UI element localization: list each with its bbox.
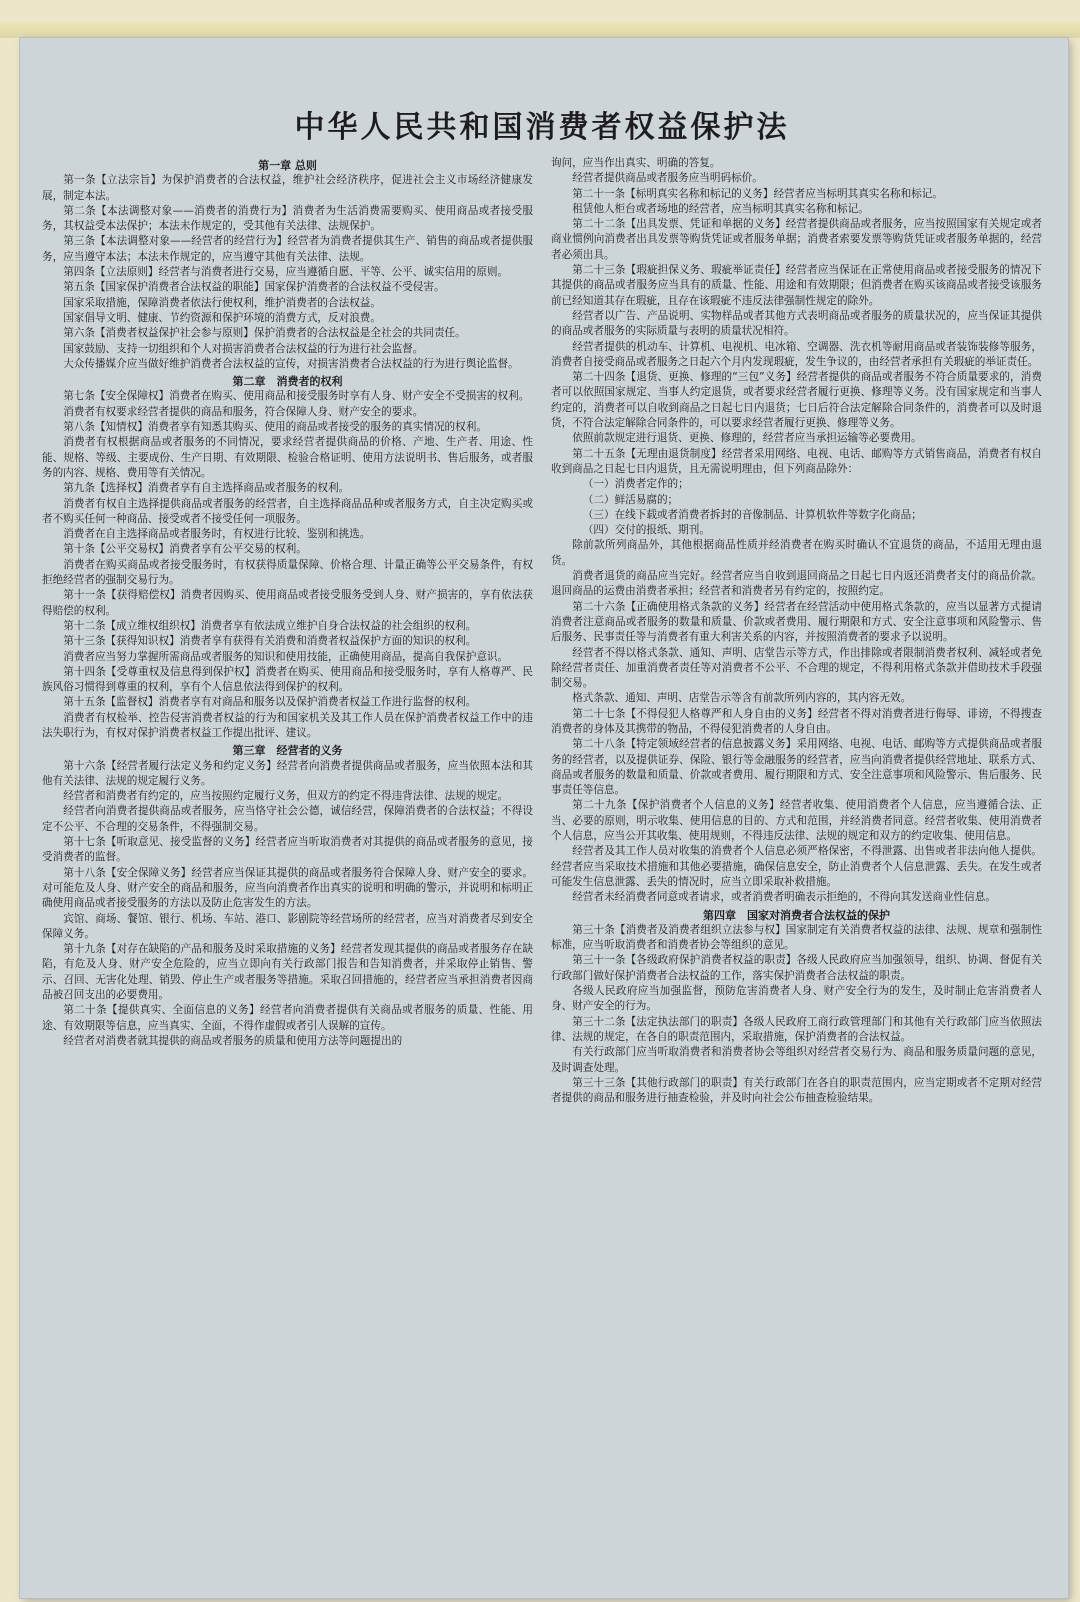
article-paragraph: 第三十一条【各级政府保护消费者权益的职责】各级人民政府应当加强领导，组织、协调、督促有关行政部门做好保护消费者合法权益的工作，落实保护消费者合法权益的职责。 [551,954,1042,982]
article-paragraph: 第十三条【获得知识权】消费者享有获得有关消费和消费者权益保护方面的知识的权利。 [63,635,477,648]
article-paragraph: 第三条【本法调整对象——经营者的经营行为】经营者为消费者提供其生产、销售的商品或者提供服务，应当遵守本法；本法未作规定的，应当遵守其他有关法律、法规。 [42,235,533,263]
article-paragraph: 经营者未经消费者同意或者请求，或者消费者明确表示拒绝的，不得向其发送商业性信息。 [572,891,996,904]
article-paragraph: 第十条【公平交易权】消费者享有公平交易的权利。 [63,543,307,556]
article-paragraph: 第十一条【获得赔偿权】消费者因购买、使用商品或者接受服务受到人身、财产损害的，享有依法获得赔偿的权利。 [42,589,533,617]
article-paragraph: 第六条【消费者权益保护社会参与原则】保护消费者的合法权益是全社会的共同责任。 [63,327,466,340]
article-paragraph: 依照前款规定进行退货、更换、修理的，经营者应当承担运输等必要费用。 [572,432,922,445]
article-paragraph: 经营者和消费者有约定的，应当按照约定履行义务，但双方的约定不得违背法律、法规的规定。 [63,790,509,803]
article-paragraph: 国家倡导文明、健康、节约资源和保护环境的消费方式，反对浪费。 [63,311,381,324]
article-paragraph: 消费者在自主选择商品或者服务时，有权进行比较、鉴别和挑选。 [63,528,371,541]
article-paragraph: 第三十三条【其他行政部门的职责】有关行政部门在各自的职责范围内，应当定期或者不定期对经营者提供的商品和服务进行抽查检验，并及时向社会公布抽查检验结果。 [551,1076,1042,1105]
chapter-heading: 第四章 国家对消费者合法权益的保护 [703,908,890,922]
list-item: （四）交付的报纸、期刊。 [582,524,710,537]
document-title: 中华人民共和国消费者权益保护法 [294,110,790,145]
article-paragraph: 第二十四条【退货、更换、修理的“三包”义务】经营者提供的商品或者服务不符合质量要求的，消费者可以依照国家规定、当事人约定退货，或者要求经营者履行更换、修理等义务。没有国家规定和当事人约定的，消费者可以自收到商品之日起七日内退货；七日后符合法定解除合同条件的，消费者可以及时退货，不符合法定解除合同条件的，可以要求经营者履行更换、修理等义务。 [551,371,1042,430]
article-paragraph: 国家鼓励、支持一切组织和个人对损害消费者合法权益的行为进行社会监督。 [63,342,424,355]
article-paragraph: 消费者有权检举、控告侵害消费者权益的行为和国家机关及其工作人员在保护消费者权益工作中的违法失职行为，有权对保护消费者权益工作提出批评、建议。 [42,711,533,739]
article-paragraph: 第二十一条【标明真实名称和标记的义务】经营者应当标明其真实名称和标记。 [572,187,943,200]
article-paragraph: 第二十五条【无理由退货制度】经营者采用网络、电视、电话、邮购等方式销售商品，消费者有权自收到商品之日起七日内退货，且无需说明理由，但下列商品除外： [551,447,1042,475]
list-item: （一）消费者定作的； [582,478,689,491]
article-paragraph: 第二条【本法调整对象——消费者的消费行为】消费者为生活消费需要购买、使用商品或者接受服务，其权益受本法保护；本法未作规定的，受其他有关法律、法规保护。 [42,204,533,233]
article-paragraph: 消费者在购买商品或者接受服务时，有权获得质量保障、价格合理、计量正确等公平交易条件，有权拒绝经营者的强制交易行为。 [42,558,533,587]
article-paragraph: 除前款所列商品外，其他根据商品性质并经消费者在购买时确认不宜退货的商品，不适用无理由退货。 [551,539,1042,567]
article-paragraph: 有关行政部门应当听取消费者和消费者协会等组织对经营者交易行为、商品和服务质量问题的意见，及时调查处理。 [551,1046,1042,1074]
article-paragraph: 消费者有权要求经营者提供的商品和服务，符合保障人身、财产安全的要求。 [63,405,424,418]
article-paragraph: 第五条【国家保护消费者合法权益的职能】国家保护消费者的合法权益不受侵害。 [63,281,445,294]
article-paragraph: 第九条【选择权】消费者享有自主选择商品或者服务的权利。 [63,482,350,495]
article-paragraph: 格式条款、通知、声明、店堂告示等含有前款所列内容的，其内容无效。 [572,692,912,705]
article-paragraph: 经营者提供商品或者服务应当明码标价。 [572,172,763,185]
right-column [551,156,1042,1106]
article-paragraph: 宾馆、商场、餐馆、银行、机场、车站、港口、影剧院等经营场所的经营者，应当对消费者尽到安全保障义务。 [42,912,533,940]
article-paragraph: 第三十条【消费者及消费者组织立法参与权】国家制定有关消费者权益的法律、法规、规章和强制性标准，应当听取消费者和消费者协会等组织的意见。 [551,923,1042,952]
article-paragraph: 第二十九条【保护消费者个人信息的义务】经营者收集、使用消费者个人信息，应当遵循合法、正当、必要的原则，明示收集、使用信息的目的、方式和范围，并经消费者同意。经营者收集、使用消费者个人信息，应当公开其收集、使用规则，不得违反法律、法规的规定和双方的约定收集、使用信息。 [551,799,1042,843]
article-paragraph: 第十五条【监督权】消费者享有对商品和服务以及保护消费者权益工作进行监督的权利。 [63,696,477,709]
article-paragraph: 消费者有权根据商品或者服务的不同情况，要求经营者提供商品的价格、产地、生产者、用途、性能、规格、等级、主要成份、生产日期、有效期限、检验合格证明、使用方法说明书、售后服务，或者服务的内容、规格、费用等有关情况。 [42,436,533,479]
article-paragraph: 消费者应当努力掌握所需商品或者服务的知识和使用技能，正确使用商品，提高自我保护意识。 [63,650,509,663]
chapter-heading: 第二章 消费者的权利 [232,375,343,389]
article-paragraph: 经营者对消费者就其提供的商品或者服务的质量和使用方法等问题提出的 [63,1034,403,1047]
article-paragraph: 第七条【安全保障权】消费者在购买、使用商品和接受服务时享有人身、财产安全不受损害的权利。 [63,390,530,403]
law-poster [20,38,1068,1598]
list-item: （二）鲜活易腐的； [582,493,679,506]
article-paragraph: 第二十六条【正确使用格式条款的义务】经营者在经营活动中使用格式条款的，应当以显著方式提请消费者注意商品或者服务的数量和质量、价款或者费用、履行期限和方式、安全注意事项和风险警示、售后服务、民事责任等与消费者有重大利害关系的内容，并按照消费者的要求予以说明。 [551,600,1042,644]
paper-edge-strip [0,22,1080,38]
article-paragraph: 大众传播媒介应当做好维护消费者合法权益的宣传，对损害消费者合法权益的行为进行舆论监督。 [63,357,519,370]
article-paragraph: 消费者退货的商品应当完好。经营者应当自收到退回商品之日起七日内返还消费者支付的商品价款。退回商品的运费由消费者承担；经营者和消费者另有约定的，按照约定。 [551,570,1042,598]
article-paragraph: 第二十条【提供真实、全面信息的义务】经营者向消费者提供有关商品或者服务的质量、性能、用途、有效期限等信息，应当真实、全面，不得作虚假或者引人误解的宣传。 [42,1004,533,1032]
article-paragraph: 租赁他人柜台或者场地的经营者，应当标明其真实名称和标记。 [572,202,869,215]
article-paragraph: 经营者提供的机动车、计算机、电视机、电冰箱、空调器、洗衣机等耐用商品或者装饰装修等服务，消费者自接受商品或者服务之日起六个月内发现瑕疵，发生争议的，由经营者承担有关瑕疵的举证责任。 [551,340,1042,368]
article-paragraph: 第二十八条【特定领域经营者的信息披露义务】采用网络、电视、电话、邮购等方式提供商品或者服务的经营者，以及提供证券、保险、银行等金融服务的经营者，应当向消费者提供经营地址、联系方式、商品或者服务的数量和质量、价款或者费用、履行期限和方式、安全注意事项和风险警示、售后服务、民事责任等信息。 [551,738,1042,797]
article-paragraph: 各级人民政府应当加强监督，预防危害消费者人身、财产安全行为的发生，及时制止危害消费者人身、财产安全的行为。 [551,985,1042,1013]
article-paragraph: 第一条【立法宗旨】为保护消费者的合法权益，维护社会经济秩序，促进社会主义市场经济健康发展，制定本法。 [42,174,533,202]
article-paragraph: 第二十七条【不得侵犯人格尊严和人身自由的义务】经营者不得对消费者进行侮辱、诽谤，不得搜查消费者的身体及其携带的物品，不得侵犯消费者的人身自由。 [551,707,1042,735]
article-paragraph: 第十二条【成立维权组织权】消费者享有依法成立维护自身合法权益的社会组织的权利。 [63,619,477,632]
article-paragraph: 第十六条【经营者履行法定义务和约定义务】经营者向消费者提供商品或者服务，应当依照本法和其他有关法律、法规的规定履行义务。 [42,759,533,787]
chapter-heading: 第一章 总则 [258,159,317,172]
article-paragraph: 第八条【知情权】消费者享有知悉其购买、使用的商品或者接受的服务的真实情况的权利。 [63,421,487,434]
article-paragraph: 第二十三条【瑕疵担保义务、瑕疵举证责任】经营者应当保证在正常使用商品或者接受服务的情况下其提供的商品或者服务应当具有的质量、性能、用途和有效期限；但消费者在购买该商品或者接受该服务前已经知道其存在瑕疵，且存在该瑕疵不违反法律强制性规定的除外。 [551,264,1042,307]
left-column [42,156,533,1106]
article-paragraph: 国家采取措施，保障消费者依法行使权利，维护消费者的合法权益。 [63,296,381,309]
article-paragraph: 第十九条【对存在缺陷的产品和服务及时采取措施的义务】经营者发现其提供的商品或者服务存在缺陷，有危及人身、财产安全危险的，应当立即向有关行政部门报告和告知消费者，并采取停止销售、警示、召回、无害化处理、销毁、停止生产或者服务等措施。采取召回措施的，经营者应当承担消费者因商品被召回支出的必要费用。 [42,943,533,1002]
article-paragraph: 经营者不得以格式条款、通知、声明、店堂告示等方式，作出排除或者限制消费者权利、减轻或者免除经营者责任、加重消费者责任等对消费者不公平、不合理的规定，不得利用格式条款并借助技术手段强制交易。 [551,646,1042,690]
article-paragraph: 第三十二条【法定执法部门的职责】各级人民政府工商行政管理部门和其他有关行政部门应当依照法律、法规的规定，在各自的职责范围内，采取措施，保护消费者的合法权益。 [551,1015,1042,1043]
article-paragraph: 经营者以广告、产品说明、实物样品或者其他方式表明商品或者服务的质量状况的，应当保证其提供的商品或者服务的实际质量与表明的质量状况相符。 [551,309,1042,338]
article-paragraph: 第十八条【安全保障义务】经营者应当保证其提供的商品或者服务符合保障人身、财产安全的要求。对可能危及人身、财产安全的商品和服务，应当向消费者作出真实的说明和明确的警示，并说明和标明正确使用商品或者接受服务的方法以及防止危害发生的方法。 [42,866,533,910]
article-paragraph: 第十四条【受尊重权及信息得到保护权】消费者在购买、使用商品和接受服务时，享有人格尊严、民族风俗习惯得到尊重的权利，享有个人信息依法得到保护的权利。 [42,665,533,694]
article-paragraph: 询问，应当作出真实、明确的答复。 [551,157,721,169]
article-paragraph: 第二十二条【出具发票、凭证和单据的义务】经营者提供商品或者服务，应当按照国家有关规定或者商业惯例向消费者出具发票等购货凭证或者服务单据；消费者索要发票等购货凭证或者服务单据的，经营者必须出具。 [551,218,1042,261]
list-item: （三）在线下载或者消费者拆封的音像制品、计算机软件等数字化商品； [582,508,922,521]
chapter-heading: 第三章 经营者的义务 [232,744,343,758]
article-paragraph: 经营者向消费者提供商品或者服务，应当恪守社会公德，诚信经营，保障消费者的合法权益；不得设定不公平、不合理的交易条件，不得强制交易。 [42,805,533,833]
article-paragraph: 第四条【立法原则】经营者与消费者进行交易，应当遵循自愿、平等、公平、诚实信用的原则。 [63,266,509,279]
article-paragraph: 第十七条【听取意见、接受监督的义务】经营者应当听取消费者对其提供的商品或者服务的意见，接受消费者的监督。 [42,836,533,864]
article-paragraph: 消费者有权自主选择提供商品或者服务的经营者，自主选择商品品种或者服务方式，自主决定购买或者不购买任何一种商品、接受或者不接受任何一项服务。 [42,497,533,525]
article-paragraph: 经营者及其工作人员对收集的消费者个人信息必须严格保密，不得泄露、出售或者非法向他人提供。经营者应当采取技术措施和其他必要措施，确保信息安全，防止消费者个人信息泄露、丢失。在发生或者可能发生信息泄露、丢失的情况时，应当立即采取补救措施。 [551,845,1042,888]
